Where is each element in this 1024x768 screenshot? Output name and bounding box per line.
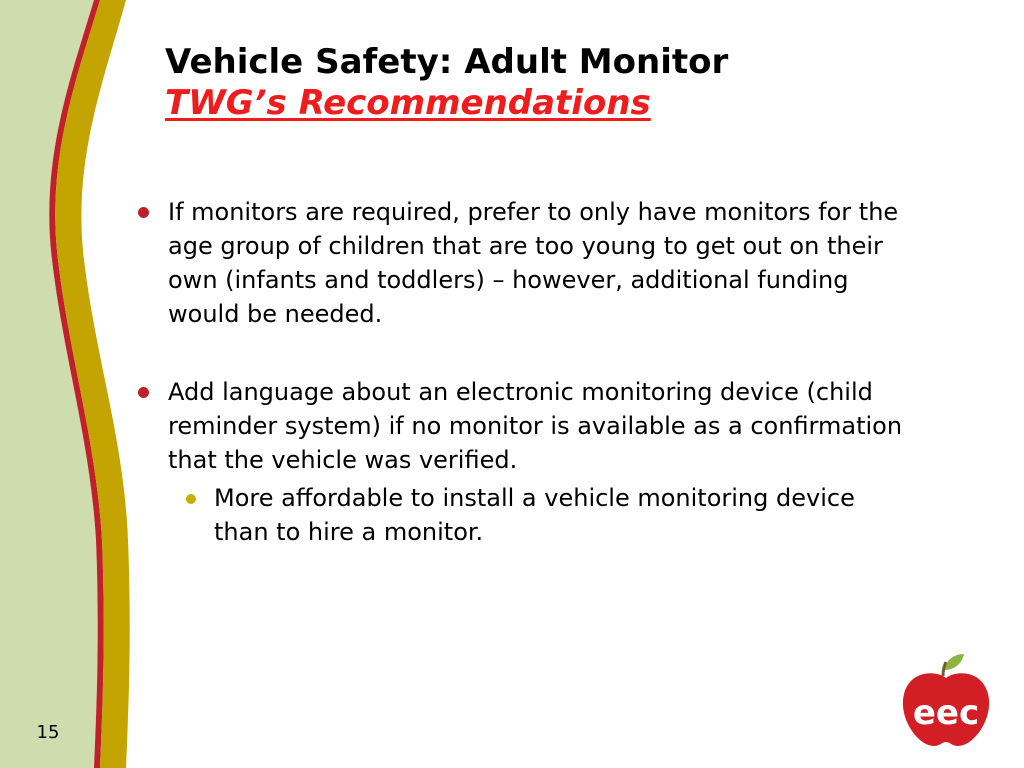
bullet-text: Add language about an electronic monitoring device (child reminder system) if no monitor is available as a confirmation that the vehicle was verified. bbox=[168, 378, 903, 474]
slide-subtitle: TWG’s Recommendations bbox=[165, 83, 651, 123]
apple-logo-icon bbox=[896, 650, 996, 750]
bullet-dot-icon bbox=[138, 387, 149, 398]
side-decoration bbox=[0, 0, 140, 768]
bullet-list bbox=[130, 195, 910, 549]
sub-bullet-item bbox=[130, 481, 910, 549]
sub-bullet-text: More affordable to install a vehicle monitoring device than to hire a monitor. bbox=[214, 484, 855, 546]
title-block bbox=[165, 42, 965, 124]
bullet-item bbox=[130, 375, 910, 477]
logo-text: eec bbox=[912, 693, 980, 733]
leaf-icon bbox=[944, 654, 964, 670]
slide-title: Vehicle Safety: Adult Monitor bbox=[165, 42, 729, 82]
slide-number: 15 bbox=[36, 722, 60, 743]
sub-bullet-dot-icon bbox=[186, 494, 196, 504]
bullet-text: If monitors are required, prefer to only have monitors for the age group of children that are too young to get out on their own (infants and toddlers) – however, additional funding would be needed. bbox=[168, 198, 899, 328]
bullet-dot-icon bbox=[138, 207, 149, 218]
bullet-item bbox=[130, 195, 910, 331]
